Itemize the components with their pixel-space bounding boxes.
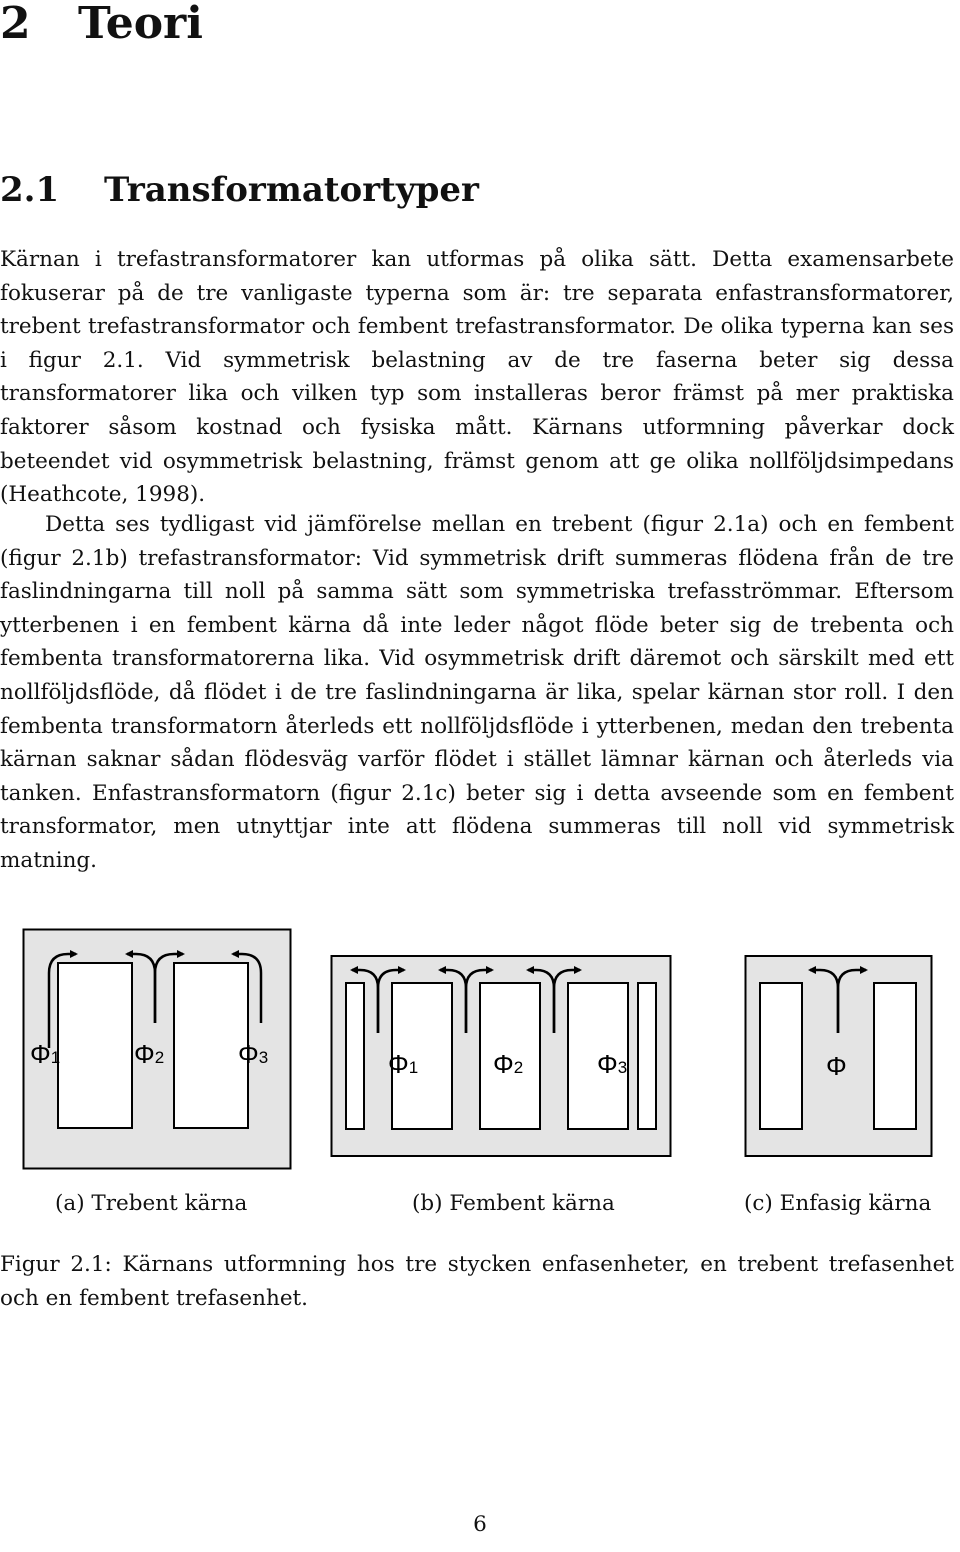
section-heading	[0, 166, 479, 214]
flux-label: Φ1	[388, 1049, 419, 1079]
core-window	[874, 983, 916, 1129]
core-window	[760, 983, 802, 1129]
chapter-heading	[0, 0, 203, 54]
paragraph-1	[0, 243, 954, 512]
subfigure-caption-a: (a) Trebent kärna	[55, 1191, 248, 1216]
figure-caption: Figur 2.1: Kärnans utformning hos tre stycken enfasenheter, en trebent trefasenhet och en fembent trefasenhet.	[0, 1252, 954, 1311]
subfigure-caption-c: (c) Enfasig kärna	[744, 1191, 932, 1216]
flux-label: Φ3	[238, 1039, 269, 1069]
core-window	[638, 983, 656, 1129]
section-number: 2.1	[0, 170, 60, 210]
chapter-number: 2	[0, 0, 31, 49]
core-window	[58, 963, 132, 1128]
flux-label: Φ	[826, 1051, 847, 1081]
page-number: 6	[473, 1512, 487, 1537]
figure-enfasig-core	[744, 928, 934, 1170]
paragraph-text: Kärnan i trefastransformatorer kan utformas på olika sätt. Detta examensarbete fokuserar på de tre vanligaste typerna som är: tre separata enfastransformatorer, trebent trefastransformator och fembent trefastransformator. De olika typerna kan ses i figur 2.1. Vid symmetrisk belastning av de tre faserna beter sig dessa transformatorer lika och vilken typ som installeras beror främst på mer praktiska faktorer såsom kostnad och fysiska mått. Kärnans utformning påverkar dock beteendet vid osymmetrisk belastning, främst genom att ge olika nollföljdsimpedans (Heathcote, 1998).	[0, 247, 954, 508]
section-title: Transformatortyper	[104, 170, 479, 210]
subfigure-caption-b: (b) Fembent kärna	[412, 1191, 615, 1216]
flux-label: Φ3	[597, 1049, 628, 1079]
figure-trebent-core	[22, 928, 292, 1170]
flux-label: Φ1	[30, 1039, 61, 1069]
flux-label: Φ2	[493, 1049, 524, 1079]
figure-fembent-core	[330, 928, 672, 1170]
paragraph-text: Detta ses tydligast vid jämförelse mellan en trebent (figur 2.1a) och en fembent (figur 2.1b) trefastransformator: Vid symmetrisk drift summeras flödena från de tre faslindningarna till noll på samma sätt som symmetriska trefasströmmar. Eftersom ytterbenen i en fembent kärna då inte leder något flöde beter sig de trebenta och fembenta transformatorerna lika. Vid osymmetrisk drift däremot och särskilt med ett nollföljdsflöde, då flödet i de tre faslindningarna är lika, spelar kärnan stor roll. I den fembenta transformatorn återleds ett nollföljdsflöde i ytterbenen, medan den trebenta kärnan saknar sådan flödesväg varför flödet i stället lämnar kärnan och återleds via tanken. Enfastransformatorn (figur 2.1c) beter sig i detta avseende som en fembent transformator, men utnyttjar inte att flödena summeras till noll vid symmetrisk matning.	[0, 512, 954, 873]
chapter-title: Teori	[78, 0, 203, 49]
paragraph-2	[0, 508, 954, 878]
flux-label: Φ2	[134, 1039, 165, 1069]
core-window	[174, 963, 248, 1128]
core-window	[346, 983, 364, 1129]
